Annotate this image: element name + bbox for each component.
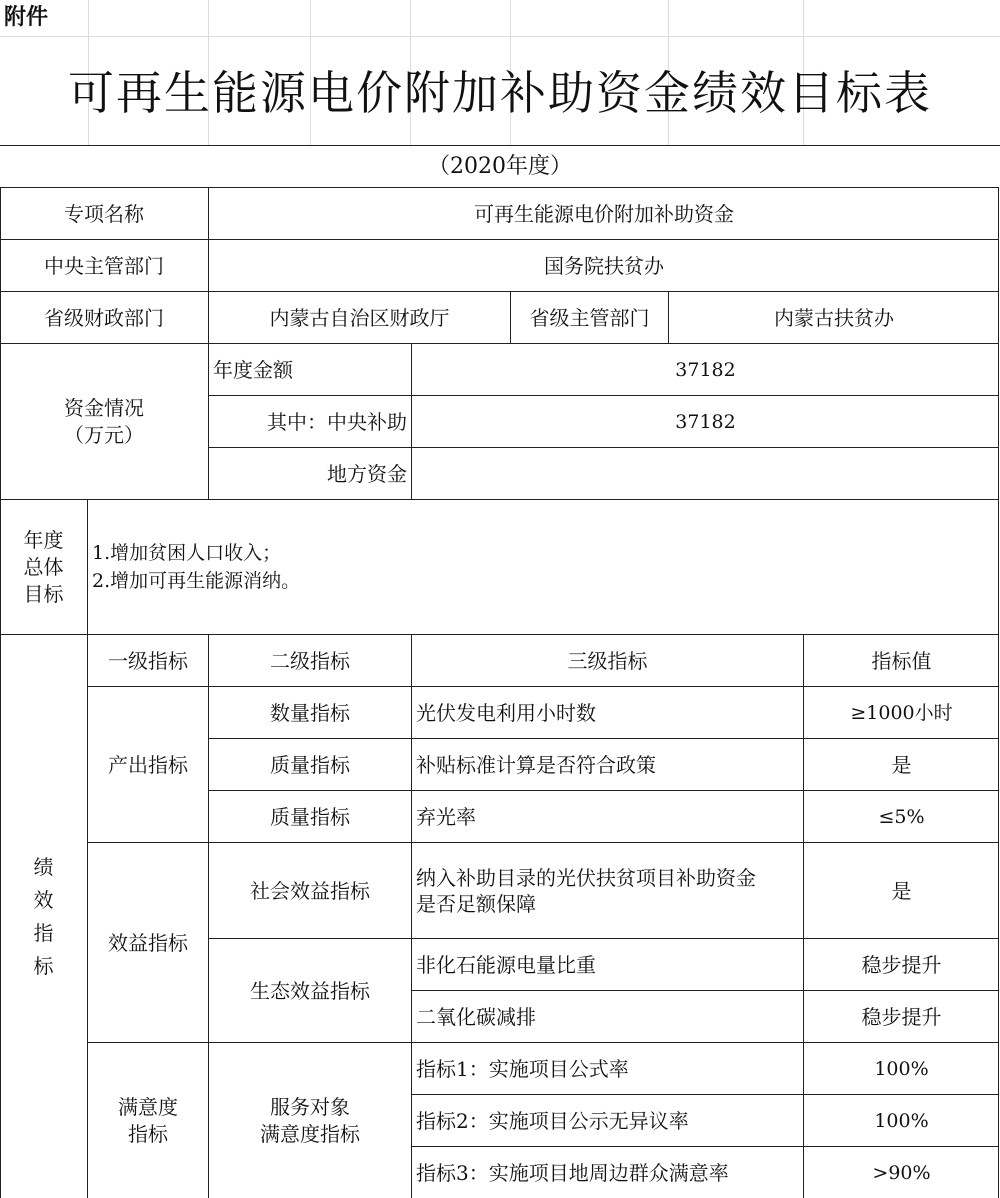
output-row-level3: 弃光率 xyxy=(412,790,804,842)
output-row-value: 是 xyxy=(804,738,999,790)
benefit-social-level3: 纳入补助目录的光伏扶贫项目补助资金 是否足额保障 xyxy=(412,842,804,938)
funds-label: 资金情况 （万元） xyxy=(0,343,209,499)
satisfaction-row-value: 100% xyxy=(804,1042,999,1094)
benefit-social-value: 是 xyxy=(804,842,999,938)
header-level3: 三级指标 xyxy=(412,634,804,686)
satisfaction-row-level3: 指标3：实施项目地周边群众满意率 xyxy=(412,1146,804,1198)
central-dept-label: 中央主管部门 xyxy=(0,239,209,291)
benefit-eco-value: 稳步提升 xyxy=(804,990,999,1042)
performance-label: 绩效指标 xyxy=(33,854,54,978)
header-value: 指标值 xyxy=(804,634,999,686)
satisfaction-level2: 服务对象 满意度指标 xyxy=(209,1042,412,1198)
benefit-eco-level3: 二氧化碳减排 xyxy=(412,990,804,1042)
funds-local-label: 地方资金 xyxy=(209,447,412,499)
satisfaction-row-level3: 指标1：实施项目公式率 xyxy=(412,1042,804,1094)
output-row-level3: 补贴标准计算是否符合政策 xyxy=(412,738,804,790)
output-row-level2: 质量指标 xyxy=(209,738,412,790)
benefit-label: 效益指标 xyxy=(88,842,209,1042)
funds-annual-label: 年度金额 xyxy=(209,343,412,395)
funds-central-label: 其中：中央补助 xyxy=(209,395,412,447)
project-name-value: 可再生能源电价附加补助资金 xyxy=(209,187,999,239)
overall-goal-label-cell xyxy=(0,499,88,634)
central-dept-value: 国务院扶贫办 xyxy=(209,239,999,291)
funds-local-value xyxy=(412,447,999,499)
provincial-dept-label: 省级主管部门 xyxy=(511,291,669,343)
satisfaction-row-value: >90% xyxy=(804,1146,999,1198)
satisfaction-row-value: 100% xyxy=(804,1094,999,1146)
benefit-eco-label: 生态效益指标 xyxy=(209,938,412,1042)
output-row-value: ≤5% xyxy=(804,790,999,842)
overall-goal-label: 年度总体目标 xyxy=(23,527,64,606)
output-row-value: ≥1000小时 xyxy=(804,686,999,738)
benefit-social-label: 社会效益指标 xyxy=(209,842,412,938)
funds-annual-value: 37182 xyxy=(412,343,999,395)
page-title: 可再生能源电价附加补助资金绩效目标表 xyxy=(68,66,932,120)
header-level1: 一级指标 xyxy=(88,634,209,686)
benefit-eco-value: 稳步提升 xyxy=(804,938,999,990)
project-name-label: 专项名称 xyxy=(0,187,209,239)
output-row-level2: 数量指标 xyxy=(209,686,412,738)
output-row-level3: 光伏发电利用小时数 xyxy=(412,686,804,738)
satisfaction-label: 满意度 指标 xyxy=(88,1042,209,1198)
benefit-eco-level3: 非化石能源电量比重 xyxy=(412,938,804,990)
provincial-finance-label: 省级财政部门 xyxy=(0,291,209,343)
page-subtitle: （2020年度） xyxy=(0,145,1000,187)
output-row-level2: 质量指标 xyxy=(209,790,412,842)
output-label: 产出指标 xyxy=(88,686,209,842)
gridline xyxy=(0,36,1000,37)
provincial-finance-value: 内蒙古自治区财政厅 xyxy=(209,291,511,343)
performance-label-cell xyxy=(0,634,88,1198)
attachment-label: 附件 xyxy=(0,0,88,36)
provincial-dept-value: 内蒙古扶贫办 xyxy=(669,291,999,343)
funds-central-value: 37182 xyxy=(412,395,999,447)
header-level2: 二级指标 xyxy=(209,634,412,686)
satisfaction-row-level3: 指标2：实施项目公示无异议率 xyxy=(412,1094,804,1146)
overall-goal-text: 1.增加贫困人口收入； 2.增加可再生能源消纳。 xyxy=(88,499,999,634)
